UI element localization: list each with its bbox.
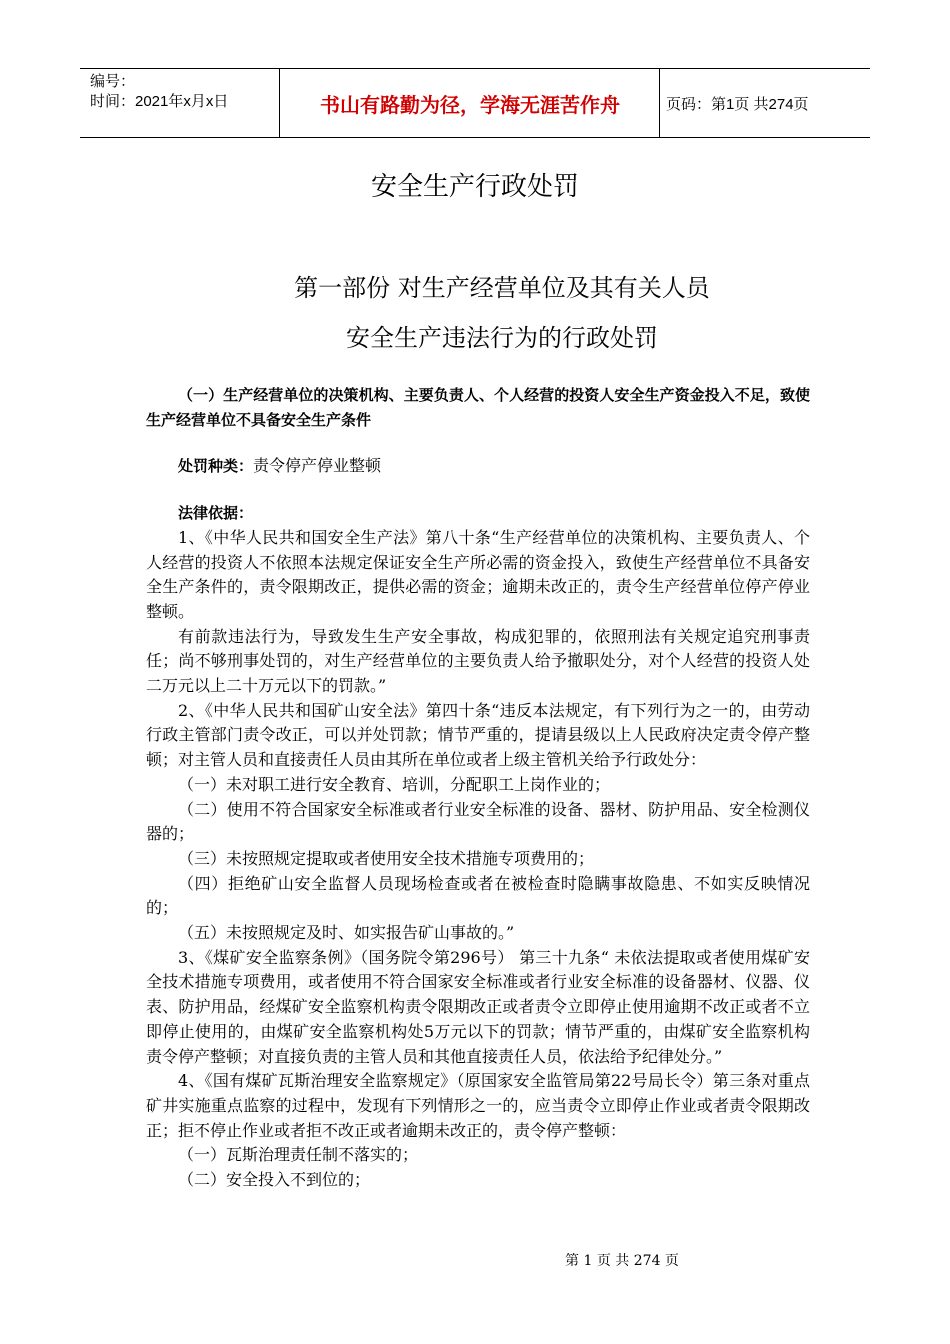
doc-number-label: 编号： <box>90 73 136 90</box>
paragraph: 3、《煤矿安全监察条例》（国务院令第296号） 第三十九条“ 未依法提取或者使用煤矿安全技术措施专项费用，或者使用不符合国家安全标准或者行业安全标准的设备器材、仪器、仪表、防护用品，经煤矿安全监察机构责令限期改正或者责令立即停止使用逾期不改正或者不立即停止使用的，由煤矿安全监察机构处5万元以下的罚款；情节严重的，由煤矿安全监察机构责令停产整顿；对直接负责的主管人员和其他直接责任人员，依法给予纪律处分。” <box>146 947 810 1066</box>
list-item: （二）安全投入不到位的； <box>178 1170 371 1190</box>
page-header <box>80 68 870 138</box>
list-item: （一）未对职工进行安全教育、培训，分配职工上岗作业的； <box>178 774 611 794</box>
penalty-value: 责令停产停业整顿 <box>253 456 382 476</box>
penalty-label: 处罚种类： <box>178 457 254 476</box>
header-page-info: 页码：第1页 共274页 <box>666 95 809 113</box>
list-item: （四）拒绝矿山安全监督人员现场检查或者在被检查时隐瞒事故隐患、不如实反映情况的； <box>146 873 810 918</box>
legal-basis-label: 法律依据： <box>178 504 254 523</box>
header-meta <box>80 69 280 137</box>
paragraph: 2、《中华人民共和国矿山安全法》第四十条“违反本法规定，有下列行为之一的，由劳动行政主管部门责令改正，可以并处罚款；情节严重的，提请县级以上人民政府决定责令停产整顿；对主管人员和直接责任人员由其所在单位或者上级主管机关给予行政处分： <box>146 700 810 770</box>
page-footer: 第 1 页 共 274 页 <box>565 1253 679 1269</box>
list-item: （二）使用不符合国家安全标准或者行业安全标准的设备、器材、防护用品、安全检测仪器的； <box>146 799 810 844</box>
doc-title: 安全生产行政处罚 <box>370 172 579 202</box>
part-title-line2: 安全生产违法行为的行政处罚 <box>346 324 658 352</box>
list-item: （一）瓦斯治理责任制不落实的； <box>178 1145 419 1165</box>
penalty-type <box>146 454 810 479</box>
paragraph: 有前款违法行为，导致发生生产安全事故，构成犯罪的，依照刑法有关规定追究刑事责任；尚不够刑事处罚的，对生产经营单位的主要负责人给予撤职处分，对个人经营的投资人处二万元以上二十万元以下的罚款。” <box>146 626 810 696</box>
paragraph: 4、《国有煤矿瓦斯治理安全监察规定》（原国家安全监管局第22号局长令）第三条对重点矿井实施重点监察的过程中，发现有下列情形之一的，应当责令立即停止作业或者责令限期改正；拒不停止作业或者拒不改正或者逾期未改正的，责令停产整顿： <box>146 1071 810 1140</box>
part-title-line1: 第一部份 对生产经营单位及其有关人员 <box>294 274 710 302</box>
list-item: （五）未按照规定及时、如实报告矿山事故的。” <box>178 923 515 943</box>
header-motto: 书山有路勤为径，学海无涯苦作舟 <box>281 69 660 137</box>
doc-body <box>146 383 810 1193</box>
section-heading: （一）生产经营单位的决策机构、主要负责人、个人经营的投资人安全生产资金投入不足，致使生产经营单位不具备安全生产条件 <box>146 386 810 429</box>
doc-date: 时间：2021年x月x日 <box>90 93 229 110</box>
paragraph: 1、《中华人民共和国安全生产法》第八十条“生产经营单位的决策机构、主要负责人、个人经营的投资人不依照本法规定保证安全生产所必需的资金投入，致使生产经营单位不具备安全生产条件的，责令限期改正，提供必需的资金；逾期未改正的，责令生产经营单位停产停业整顿。 <box>146 527 810 621</box>
list-item: （三）未按照规定提取或者使用安全技术措施专项费用的； <box>178 848 595 868</box>
